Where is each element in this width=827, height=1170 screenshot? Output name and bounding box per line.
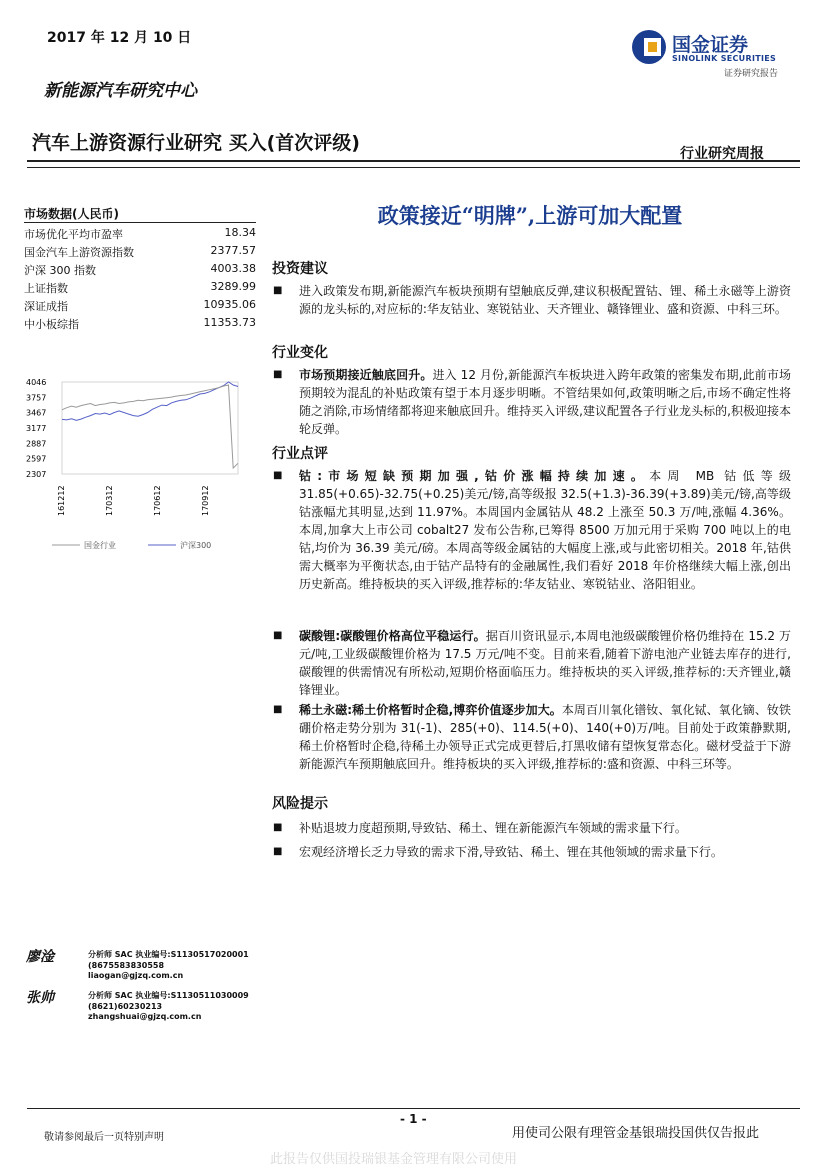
invest-paragraph: ■ 进入政策发布期,新能源汽车板块预期有望触底反弹,建议积极配置钴、锂、稀土永磁等上游资源的龙头标的,对应标的:华友钴业、寒锐钴业、天齐锂业、赣锋锂业、盛和资源、中科三环。: [273, 284, 791, 316]
y-tick-label: 2307: [26, 470, 47, 479]
y-tick-label: 2887: [26, 439, 47, 449]
main-title: 政策接近“明牌”,上游可加大配置: [377, 203, 683, 228]
market-data-row: 国金汽车上游资源指数 2377.57: [24, 244, 256, 259]
chart-frame: [62, 382, 238, 474]
x-tick-label: 170612: [153, 485, 162, 516]
analyst-name: 廖淦: [26, 949, 54, 965]
section-title-invest: 投资建议: [272, 261, 328, 277]
bullet-icon: ■: [273, 846, 283, 857]
market-data-row: 深证成指 10935.06: [24, 298, 256, 313]
bullet-icon: ■: [273, 285, 283, 296]
market-data-row: 上证指数 3289.99: [24, 280, 256, 295]
page-number: - 1 -: [400, 1112, 427, 1126]
risk-paragraph-2: ■ 宏观经济增长乏力导致的需求下滑,导致钴、稀土、锂在其他领域的需求量下行。: [273, 845, 723, 859]
header-divider-thin: [27, 167, 800, 168]
market-data-divider: [24, 222, 256, 223]
logo-text-cn: 国金证券: [672, 34, 749, 56]
rare-earth-paragraph: ■ 稀土永磁:稀土价格暂时企稳,博弈价值逐步加大。本周百川氧化镨钕、氧化铽、氧化镝、钕铁硼价格走势分别为 31(-1)、285(+0)、114.5(+0)、140(+0)万/吨。目前处于政策静默期,稀土价格暂时企稳,待稀土办领导正式完成更替后,打黑收储有望恢复常态化。磁材受益于下游新能源汽车预期触底回升。维持板块的买入评级,推荐标的:盛和资源、中科三环等。: [273, 703, 791, 771]
footer-divider: [27, 1108, 800, 1109]
analyst-info: 分析师 SAC 执业编号:S1130511030009 (8621)60230213 zhangshuai@gjzq.com.cn: [88, 991, 249, 1021]
x-tick-label: 170912: [201, 485, 210, 516]
y-tick-label: 2597: [26, 454, 47, 464]
index-line-chart: [24, 370, 256, 560]
change-paragraph: ■ 市场预期接近触底回升。进入 12 月份,新能源汽车板块进入跨年政策的密集发布期,此前市场预期较为混乱的补贴政策有望于本月逐步明晰。不管结果如何,政策明晰之后,市场不确定性将随之消除,市场情绪都将迎来触底回升。维持买入评级,建议配置各子行业龙头标的,积极迎接本轮反弹。: [273, 368, 791, 436]
analyst-info: 分析师 SAC 执业编号:S1130517020001 (8675583830558 liaogan@gjzq.com.cn: [88, 950, 249, 980]
report-title-bar: 汽车上游资源行业研究 买入(首次评级): [32, 132, 360, 154]
logo-subtitle: 证券研究报告: [724, 69, 779, 79]
x-tick-label: 170312: [105, 485, 114, 516]
header-divider: [27, 160, 800, 162]
y-tick-label: 3757: [26, 393, 47, 403]
bullet-icon: ■: [273, 704, 283, 715]
section-title-change: 行业变化: [272, 345, 328, 361]
y-tick-label: 4046: [26, 378, 47, 387]
x-tick-label: 161212: [57, 485, 66, 516]
logo-icon: [630, 28, 668, 66]
market-data-row: 沪深 300 指数 4003.38: [24, 262, 256, 277]
risk-paragraph-1: ■ 补贴退坡力度超预期,导致钴、稀土、锂在新能源汽车领域的需求量下行。: [273, 821, 687, 835]
bullet-icon: ■: [273, 822, 283, 833]
y-tick-label: 3467: [26, 408, 47, 418]
bullet-icon: ■: [273, 470, 283, 481]
bullet-icon: ■: [273, 369, 283, 380]
analyst-name: 张帅: [26, 990, 54, 1006]
market-data-row: 市场优化平均市盈率 18.34: [24, 226, 256, 241]
section-title-risk: 风险提示: [272, 796, 328, 812]
report-date: 2017 年 12 月 10 日: [47, 30, 192, 46]
section-title-review: 行业点评: [272, 446, 328, 462]
bullet-icon: ■: [273, 630, 283, 641]
lithium-paragraph: ■ 碳酸锂:碳酸锂价格高位平稳运行。据百川资讯显示,本周电池级碳酸锂价格仍维持在 15.2 万元/吨,工业级碳酸锂价格为 17.5 万元/吨不变。目前来看,随着下游电池产业链去库存的进行,碳酸锂的供需情况有所松动,短期价格面临压力。维持板块的买入评级,推荐标的:天齐锂业,赣锋锂业。: [273, 629, 791, 697]
cobalt-paragraph: ■ 钴:市场短缺预期加强,钴价涨幅持续加速。本周 MB 钴低等级 31.85(+0.65)-32.75(+0.25)美元/镑,高等级报 32.5(+1.3)-36.39(+3.89)美元/镑,高等级钴涨幅尤其明显,达到 11.97%。本周国内金属钴从 48.2 上涨至 50.3 万/吨,涨幅 4.36%。本周,加拿大上市公司 cobalt27 发布公告称,已筹得 8500 万加元用于采购 700 吨以上的电钴,均价为 36.39 美元/磅。本周高等级金属钴的大幅度上涨,或与此密切相关。2018 年,钴供需大概率为平衡状态,由于钴产品特有的金融属性,我们看好 2018 年价格继续大幅上涨,创出历史新高。维持板块的买入评级,推荐标的:华友钴业、寒锐钴业、洛阳钼业。: [273, 469, 792, 591]
legend-label: 沪深300: [180, 541, 212, 550]
market-data-row: 中小板综指 11353.73: [24, 316, 256, 331]
y-tick-label: 3177: [26, 424, 47, 433]
logo-text-en: SINOLINK SECURITIES: [672, 54, 777, 63]
footer-notice: 用使司公限有理管金基银瑞投国供仅告报此: [512, 1126, 760, 1141]
series-line: [62, 385, 238, 468]
market-data-title: 市场数据(人民币): [24, 207, 119, 221]
research-center: 新能源汽车研究中心: [44, 81, 197, 101]
report-type: 行业研究周报: [680, 146, 764, 162]
watermark-text: 此报告仅供国投瑞银基金管理有限公司使用: [270, 1152, 518, 1167]
footer-disclaimer: 敬请参阅最后一页特别声明: [44, 1132, 164, 1143]
legend-label: 国金行业: [84, 541, 116, 550]
series-line: [62, 382, 238, 420]
